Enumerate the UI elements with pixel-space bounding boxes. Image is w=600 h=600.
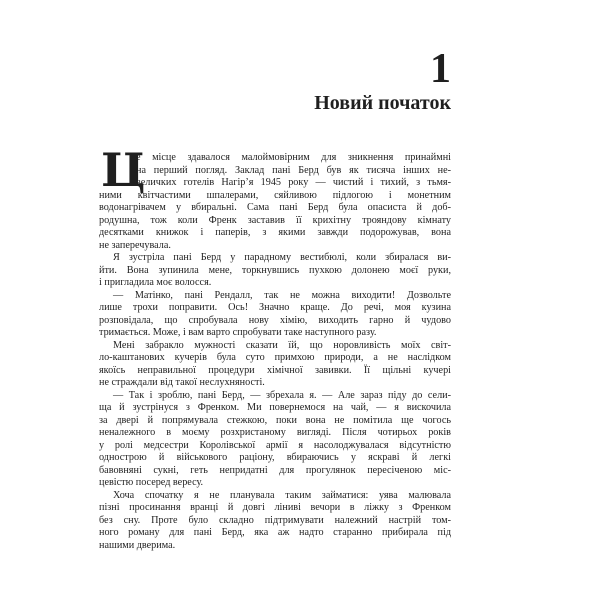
text-line: йти. Вона зупинила мене, торкнувшись пухкою долонею моєї руки,	[99, 264, 451, 276]
paragraph	[99, 340, 451, 390]
paragraph	[99, 490, 451, 553]
text-line: за двері й попрямувала стежкою, поки вона не помітила ще чогось	[99, 414, 451, 426]
text-line: розповідала, що спробувала нову хімію, виходить гарно й чудово	[99, 314, 451, 326]
text-line: десятками книжок і паперів, з якими завжди подорожував, вона	[99, 227, 451, 238]
text-line: неналежного в моєму розхристаному вигляді. Після чотирьох років	[99, 427, 451, 438]
paragraph	[99, 252, 451, 290]
text-line: лише трохи поправити. Ось! Значно краще. До речі, моя кузина	[99, 302, 451, 313]
text-line: родушна, тож коли Френк заставив її крихітну трояндову кімнату	[99, 214, 451, 226]
text-line: — Так і зроблю, пані Берд, — збрехала я. — Але зараз піду до сели-	[113, 389, 451, 401]
text-line: ло-каштанових кучерів була суто примхою природи, а не наслідком	[99, 352, 451, 363]
drop-cap: Ц	[101, 143, 146, 197]
text-line: пізні просинання вранці й довгі ліниві вечори в ліжку з Френком	[99, 502, 451, 513]
paragraph	[99, 390, 451, 490]
text-line: однострою й військового раціону, вбираючись у яскраві й легкі	[99, 452, 451, 463]
paragraph	[99, 290, 451, 340]
text-line: Я зустріла пані Берд у парадному вестибюлі, коли збиралася ви-	[113, 252, 451, 263]
text-line: ного роману для пані Берд, яка аж надто старанно прибирала під	[99, 527, 451, 538]
text-line: Хоча спочатку я не планувала таким займатися: уява малювала	[113, 489, 451, 501]
text-line: не страждали від такої неслухняності.	[99, 377, 265, 388]
text-line: нашими дверима.	[99, 539, 176, 551]
text-line: ща й зустрінуся з Френком. Ми повернемося на чай, — я вискочила	[99, 402, 451, 413]
text-line: не заперечувала.	[99, 239, 171, 251]
chapter-header	[314, 46, 451, 114]
text-line: — Матінко, пані Рендалл, так не можна виходити! Дозвольте	[113, 289, 451, 301]
text-line: у ролі медсестри Королівської армії я насолоджувалася відсутністю	[99, 439, 451, 451]
text-line: бавовняні сукні, геть непридатні для прогулянок пересіченою міс-	[99, 464, 451, 476]
text-line: Мені забракло мужності сказати їй, що норовливість моїх світ-	[113, 339, 451, 351]
text-line: тримається. Може, і вам варто спробувати таке наступного разу.	[99, 327, 377, 338]
text-line: на перший погляд. Заклад пані Берд був як тисяча інших не-	[136, 164, 451, 176]
chapter-title: Новий початок	[314, 92, 451, 114]
paragraph	[99, 143, 451, 252]
text-line: водонагрівачем у вбиральні. Сама пані Берд була опасиста й доб-	[99, 202, 451, 213]
body-text	[99, 143, 451, 552]
text-line: без сну. Проте було складно підтримувати належний настрій том-	[99, 514, 451, 526]
text-line: цевістю посеред вересу.	[99, 477, 204, 488]
chapter-number: 1	[430, 46, 451, 92]
text-line: якоїсь неправильної процедури хімічної завивки. Її щільні кучері	[99, 364, 451, 376]
text-line: е місце здавалося малоймовірним для зникнення принаймні	[136, 152, 451, 163]
text-line: і пригладила моє волосся.	[99, 277, 212, 288]
text-line: ними квітчастими шпалерами, сяйливою підлогою і монетним	[99, 189, 451, 201]
text-line: величких готелів Нагір’я 1945 року — чистий і тихий, з тьмя-	[136, 177, 451, 188]
